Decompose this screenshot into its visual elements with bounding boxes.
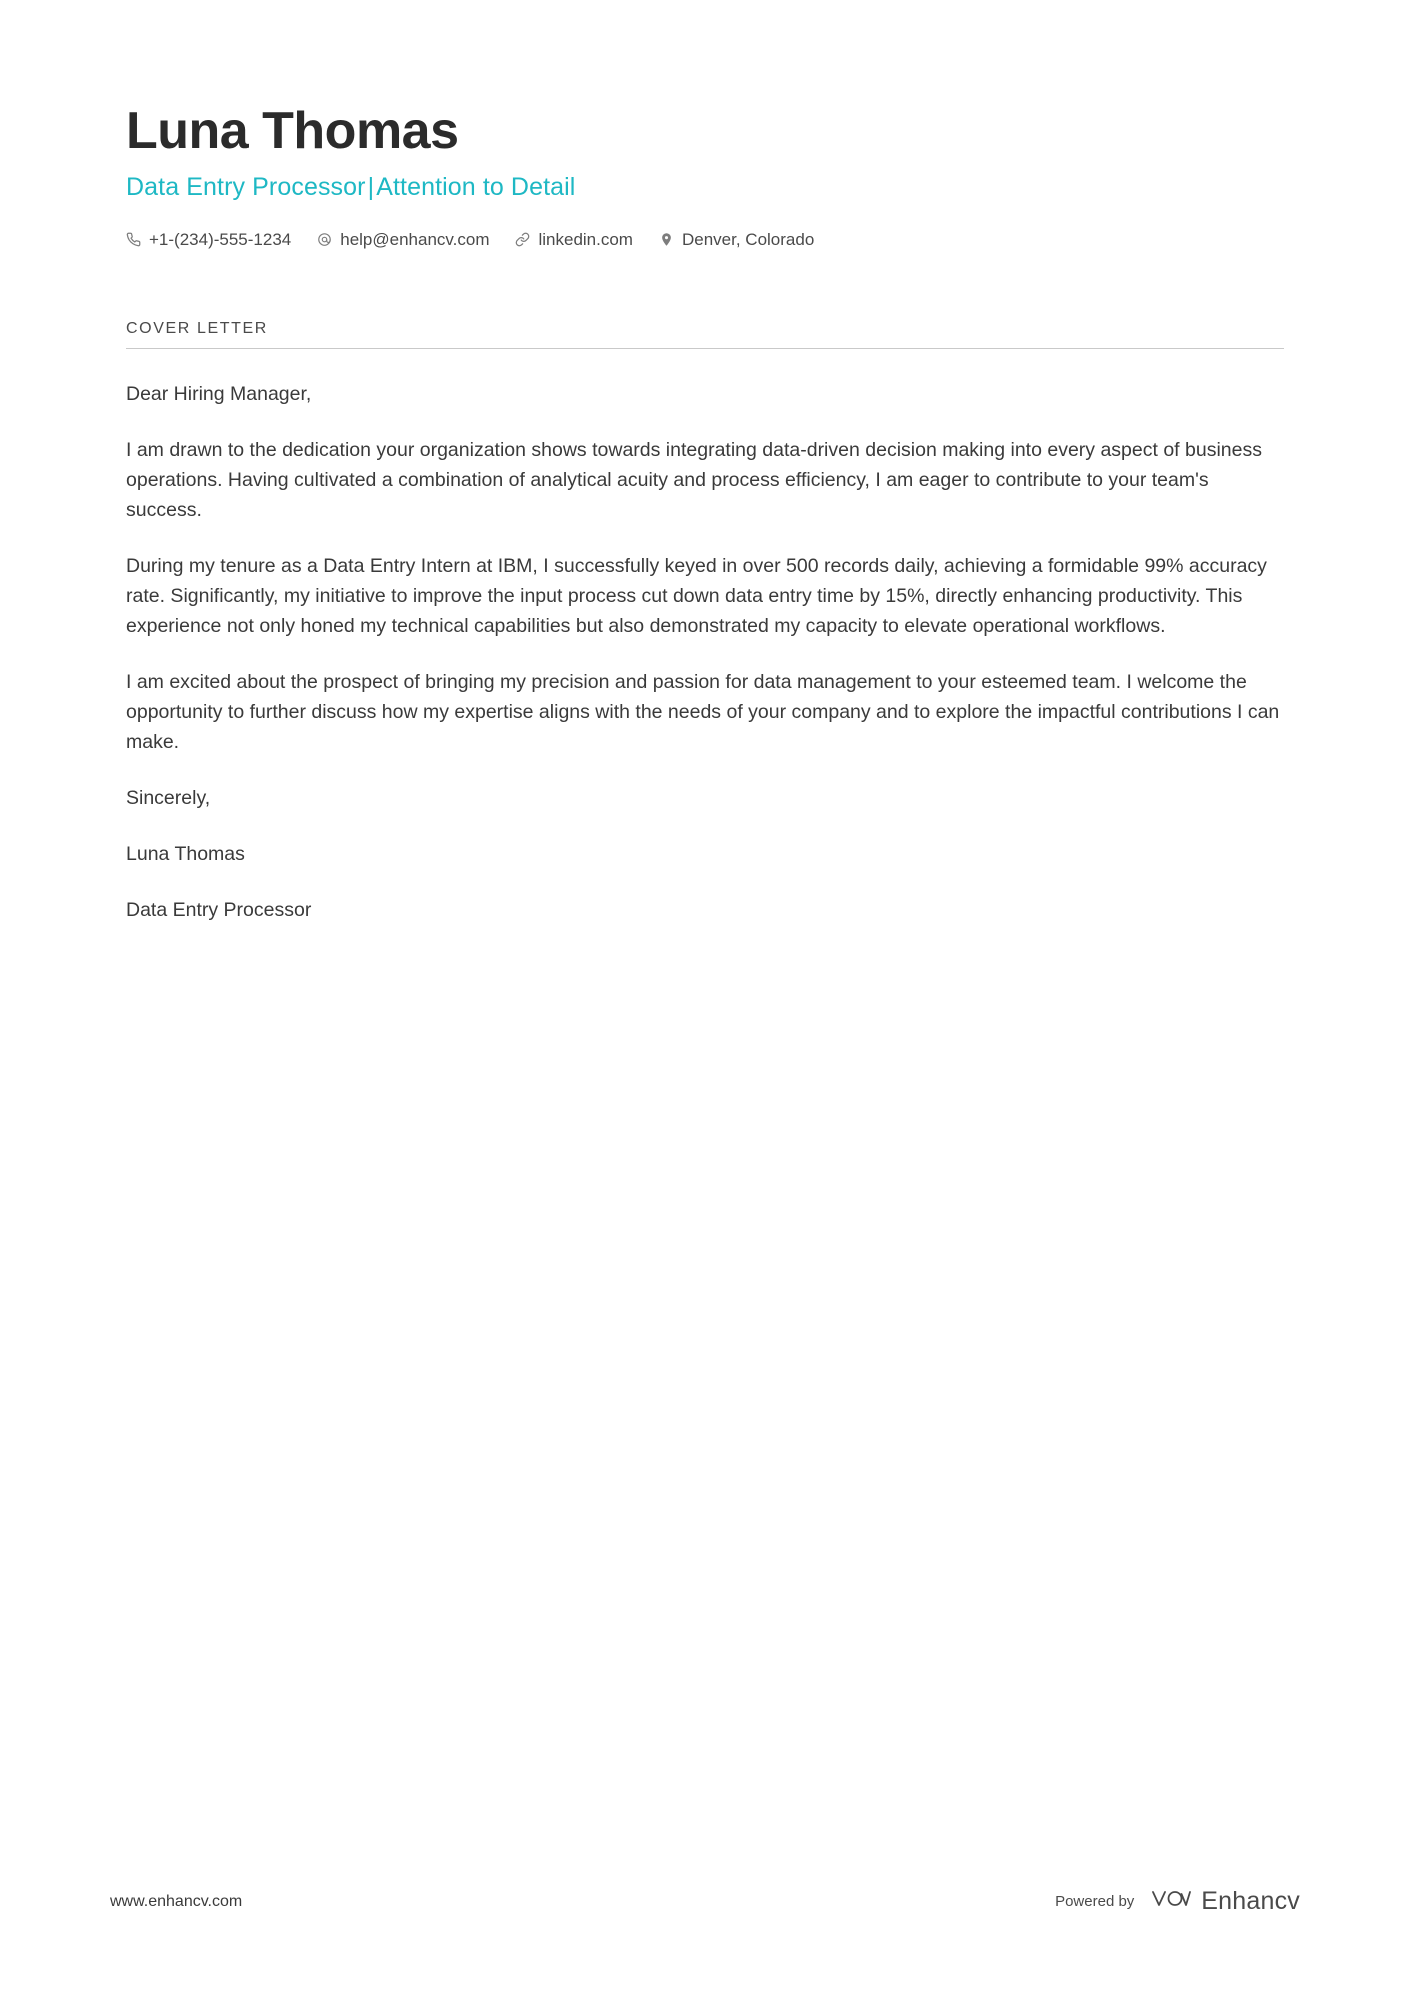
- contact-phone: [126, 230, 291, 250]
- letter-signature-title: Data Entry Processor: [126, 898, 312, 921]
- letter-closing: Sincerely,: [126, 786, 211, 809]
- contact-phone-label: +1-(234)-555-1234: [149, 229, 292, 249]
- headline-primary: Data Entry Processor: [126, 172, 366, 201]
- page-title: Luna Thomas: [126, 102, 459, 160]
- headline-separator: |: [367, 172, 375, 201]
- location-pin-icon: [659, 232, 674, 247]
- cover-letter-body: [126, 379, 1284, 925]
- contact-row: [126, 230, 1284, 250]
- letter-paragraph: I am excited about the prospect of bringing my precision and passion for data management to your esteemed team. I welcome the opportunity to further discuss how my expertise aligns with the needs of your company and to explore the impactful contributions I can make.: [126, 670, 1280, 753]
- headline-secondary: Attention to Detail: [376, 172, 576, 201]
- enhancv-wordmark: Enhancv: [1201, 1887, 1300, 1915]
- email-icon: [317, 232, 332, 247]
- letter-signature-name: Luna Thomas: [126, 842, 245, 865]
- contact-email-label: help@enhancv.com: [340, 229, 490, 249]
- letter-paragraph: I am drawn to the dedication your organization shows towards integrating data-driven decision making into every aspect of business operations. Having cultivated a combination of analytical acuity and process efficiency, I am eager to contribute to your team's success.: [126, 438, 1262, 521]
- powered-by-label: Powered by: [1055, 1893, 1135, 1910]
- contact-location-label: Denver, Colorado: [681, 229, 815, 249]
- footer-branding: [1055, 1886, 1300, 1917]
- contact-link-label: linkedin.com: [538, 229, 633, 249]
- link-icon: [515, 232, 530, 247]
- page-footer: [110, 1886, 1300, 1917]
- letter-paragraph: During my tenure as a Data Entry Intern at IBM, I successfully keyed in over 500 records daily, achieving a formidable 99% accuracy rate. Significantly, my initiative to improve the input process cut down data entry time by 15%, directly enhancing productivity. This experience not only honed my technical capabilities but also demonstrated my capacity to elevate operational workflows.: [126, 554, 1267, 637]
- contact-email: [317, 230, 489, 250]
- enhancv-mark-icon: [1148, 1886, 1192, 1917]
- contact-link: [515, 230, 633, 250]
- letter-salutation: Dear Hiring Manager,: [126, 382, 312, 405]
- enhancv-logo: [1148, 1886, 1300, 1917]
- section-title-cover-letter: COVER LETTER: [126, 320, 1284, 349]
- professional-headline: [126, 173, 1284, 202]
- document-content: [126, 104, 1284, 925]
- footer-website[interactable]: www.enhancv.com: [110, 1892, 243, 1910]
- phone-icon: [126, 232, 141, 247]
- contact-location: [659, 230, 814, 250]
